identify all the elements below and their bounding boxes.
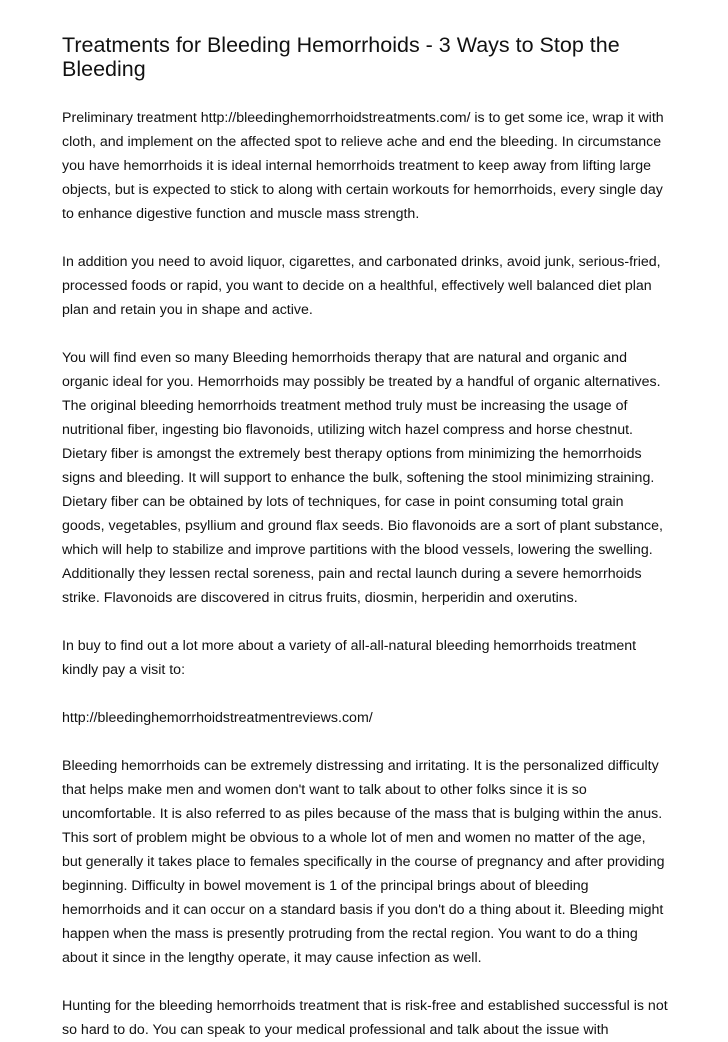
document-title: Treatments for Bleeding Hemorrhoids - 3 Ways to Stop the Bleeding (62, 33, 620, 81)
paragraph-natural-therapy: You will find even so many Bleeding hemorrhoids therapy that are natural and organic and organic ideal for you. Hemorrhoids may possibly be treated by a handful of organic alternatives. The original bleeding hemorrhoids treatment method truly must be increasing the usage of nutritional fiber, ingesting bio flavonoids, utilizing witch hazel compress and horse chestnut. Dietary fiber is amongst the extremely best therapy options from minimizing the hemorrhoids signs and bleeding. It will support to enhance the bulk, softening the stool minimizing straining. Dietary fiber can be obtained by lots of techniques, for case in point consuming total grain goods, vegetables, psyllium and ground flax seeds. Bio flavonoids are a sort of plant substance, which will help to stabilize and improve partitions with the blood vessels, lowering the swelling. Additionally they lessen rectal soreness, pain and rectal launch during a severe hemorrhoids strike. Flavonoids are discovered in citrus fruits, diosmin, herperidin and oxerutins. (62, 350, 663, 606)
paragraph-find-out-more: In buy to find out a lot more about a variety of all-all-natural bleeding hemorrhoids treatment kindly pay a visit to: (62, 638, 637, 678)
paragraph-avoid-liquor: In addition you need to avoid liquor, cigarettes, and carbonated drinks, avoid junk, serious-fried, processed foods or rapid, you want to decide on a healthful, effectively well balanced diet plan plan and retain you in shape and active. (62, 254, 661, 318)
paragraph-reviews-url: http://bleedinghemorrhoidstreatmentreviews.com/ (62, 710, 373, 726)
paragraph-preliminary-treatment: Preliminary treatment http://bleedinghemorrhoidstreatments.com/ is to get some ice, wrap it with cloth, and implement on the affected spot to relieve ache and end the bleeding. In circumstance you have hemorrhoids it is ideal internal hemorrhoids treatment to keep away from lifting large objects, but is expected to stick to along with certain workouts for hemorrhoids, every single day to enhance digestive function and muscle mass strength. (62, 110, 664, 222)
paragraph-hunting-treatment: Hunting for the bleeding hemorrhoids treatment that is risk-free and established successful is not so hard to do. You can speak to your medical professional and talk about the issue with (62, 998, 668, 1038)
paragraph-bleeding-hemorrhoids: Bleeding hemorrhoids can be extremely distressing and irritating. It is the personalized difficulty that helps make men and women don't want to talk about to other folks since it is so uncomfortable. It is also referred to as piles because of the mass that is bulging within the anus. This sort of problem might be obvious to a whole lot of men and women no matter of the age, but generally it takes place to females specifically in the course of pregnancy and after providing beginning. Difficulty in bowel movement is 1 of the principal brings about of bleeding hemorrhoids and it can occur on a standard basis if you don't do a thing about it. Bleeding might happen when the mass is presently protruding from the rectal region. You want to do a thing about it since in the lengthy operate, it may cause infection as well. (62, 758, 665, 966)
